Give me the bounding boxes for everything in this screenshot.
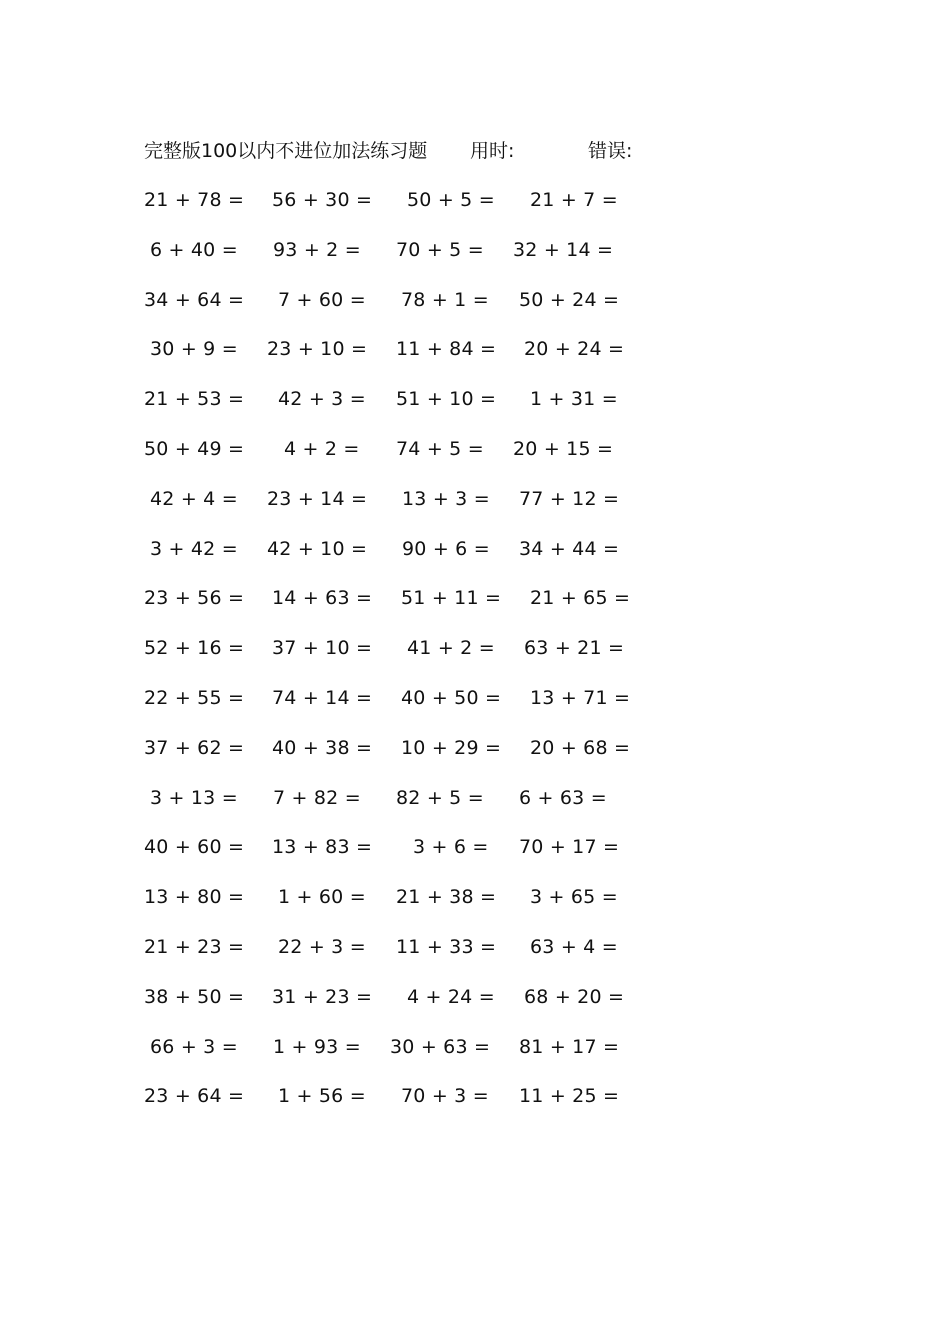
- problem-r9-c1: 23 + 56 =: [144, 587, 245, 610]
- worksheet-title: 完整版100以内不进位加法练习题: [144, 140, 428, 162]
- problem-r17-c4: 68 + 20 =: [524, 985, 625, 1008]
- problem-r11-c3: 40 + 50 =: [401, 687, 502, 709]
- problem-r5-c4: 1 + 31 =: [530, 388, 618, 411]
- problem-r12-c3: 10 + 29 =: [401, 736, 502, 759]
- problem-r18-c3: 30 + 63 =: [390, 1035, 491, 1058]
- problem-r13-c4: 6 + 63 =: [519, 786, 607, 809]
- problem-r3-c1: 34 + 64 =: [144, 288, 245, 311]
- problem-r14-c4: 70 + 17 =: [519, 836, 620, 859]
- problem-r16-c3: 11 + 33 =: [396, 936, 497, 958]
- problem-r16-c2: 22 + 3 =: [278, 936, 366, 958]
- problem-r11-c2: 74 + 14 =: [272, 687, 373, 709]
- problem-r4-c3: 11 + 84 =: [396, 338, 497, 361]
- problem-r13-c3: 82 + 5 =: [396, 786, 484, 809]
- problem-r5-c1: 21 + 53 =: [144, 388, 245, 411]
- problem-r19-c2: 1 + 56 =: [278, 1085, 366, 1108]
- problem-r15-c4: 3 + 65 =: [530, 886, 618, 909]
- problem-r11-c1: 22 + 55 =: [144, 687, 245, 709]
- problem-r15-c3: 21 + 38 =: [396, 886, 497, 909]
- problem-r17-c2: 31 + 23 =: [272, 985, 373, 1008]
- problem-r8-c4: 34 + 44 =: [519, 537, 620, 560]
- problem-r10-c1: 52 + 16 =: [144, 637, 245, 660]
- problem-r3-c2: 7 + 60 =: [278, 288, 366, 311]
- time-label: 用时:: [470, 140, 515, 162]
- problem-r17-c1: 38 + 50 =: [144, 985, 245, 1008]
- problem-r9-c3: 51 + 11 =: [401, 587, 502, 610]
- problem-r18-c4: 81 + 17 =: [519, 1035, 620, 1058]
- problem-r2-c2: 93 + 2 =: [273, 238, 361, 261]
- problem-r2-c4: 32 + 14 =: [513, 238, 614, 261]
- problem-r4-c1: 30 + 9 =: [150, 338, 238, 361]
- problem-r11-c4: 13 + 71 =: [530, 687, 631, 709]
- problem-r7-c2: 23 + 14 =: [267, 487, 368, 510]
- problem-r14-c3: 3 + 6 =: [413, 836, 489, 859]
- problem-r19-c4: 11 + 25 =: [519, 1085, 620, 1108]
- problem-r8-c3: 90 + 6 =: [402, 537, 490, 560]
- problem-r7-c1: 42 + 4 =: [150, 487, 238, 510]
- problem-r8-c1: 3 + 42 =: [150, 537, 238, 560]
- problem-r1-c3: 50 + 5 =: [407, 189, 495, 211]
- problem-r14-c1: 40 + 60 =: [144, 836, 245, 859]
- problem-r15-c1: 13 + 80 =: [144, 886, 245, 909]
- problem-r10-c4: 63 + 21 =: [524, 637, 625, 660]
- problem-r5-c3: 51 + 10 =: [396, 388, 497, 411]
- worksheet-header: [144, 136, 664, 166]
- problem-r16-c1: 21 + 23 =: [144, 936, 245, 958]
- problem-r9-c2: 14 + 63 =: [272, 587, 373, 610]
- problem-r5-c2: 42 + 3 =: [278, 388, 366, 411]
- problem-r18-c2: 1 + 93 =: [273, 1035, 361, 1058]
- problem-r6-c1: 50 + 49 =: [144, 438, 245, 460]
- problem-r7-c4: 77 + 12 =: [519, 487, 620, 510]
- problem-r15-c2: 1 + 60 =: [278, 886, 366, 909]
- problem-r16-c4: 63 + 4 =: [530, 936, 618, 958]
- problem-r7-c3: 13 + 3 =: [402, 487, 490, 510]
- problem-r18-c1: 66 + 3 =: [150, 1035, 238, 1058]
- problem-r19-c3: 70 + 3 =: [401, 1085, 489, 1108]
- problem-r4-c4: 20 + 24 =: [524, 338, 625, 361]
- problem-r12-c1: 37 + 62 =: [144, 736, 245, 759]
- errors-label: 错误:: [588, 140, 633, 162]
- problem-r13-c2: 7 + 82 =: [273, 786, 361, 809]
- problem-r14-c2: 13 + 83 =: [272, 836, 373, 859]
- problem-r2-c3: 70 + 5 =: [396, 238, 484, 261]
- problem-r12-c4: 20 + 68 =: [530, 736, 631, 759]
- problem-r1-c1: 21 + 78 =: [144, 189, 245, 211]
- problem-r12-c2: 40 + 38 =: [272, 736, 373, 759]
- problem-r17-c3: 4 + 24 =: [407, 985, 495, 1008]
- problem-r19-c1: 23 + 64 =: [144, 1085, 245, 1108]
- problem-r1-c4: 21 + 7 =: [530, 189, 618, 211]
- problem-r3-c3: 78 + 1 =: [401, 288, 489, 311]
- problem-r6-c4: 20 + 15 =: [513, 438, 614, 460]
- problem-r10-c3: 41 + 2 =: [407, 637, 495, 660]
- problem-r4-c2: 23 + 10 =: [267, 338, 368, 361]
- problem-r2-c1: 6 + 40 =: [150, 238, 238, 261]
- problem-r13-c1: 3 + 13 =: [150, 786, 238, 809]
- problem-r10-c2: 37 + 10 =: [272, 637, 373, 660]
- problem-r6-c3: 74 + 5 =: [396, 438, 484, 460]
- problem-r1-c2: 56 + 30 =: [272, 189, 373, 211]
- problem-r8-c2: 42 + 10 =: [267, 537, 368, 560]
- problem-r3-c4: 50 + 24 =: [519, 288, 620, 311]
- problem-r9-c4: 21 + 65 =: [530, 587, 631, 610]
- problem-r6-c2: 4 + 2 =: [284, 438, 360, 460]
